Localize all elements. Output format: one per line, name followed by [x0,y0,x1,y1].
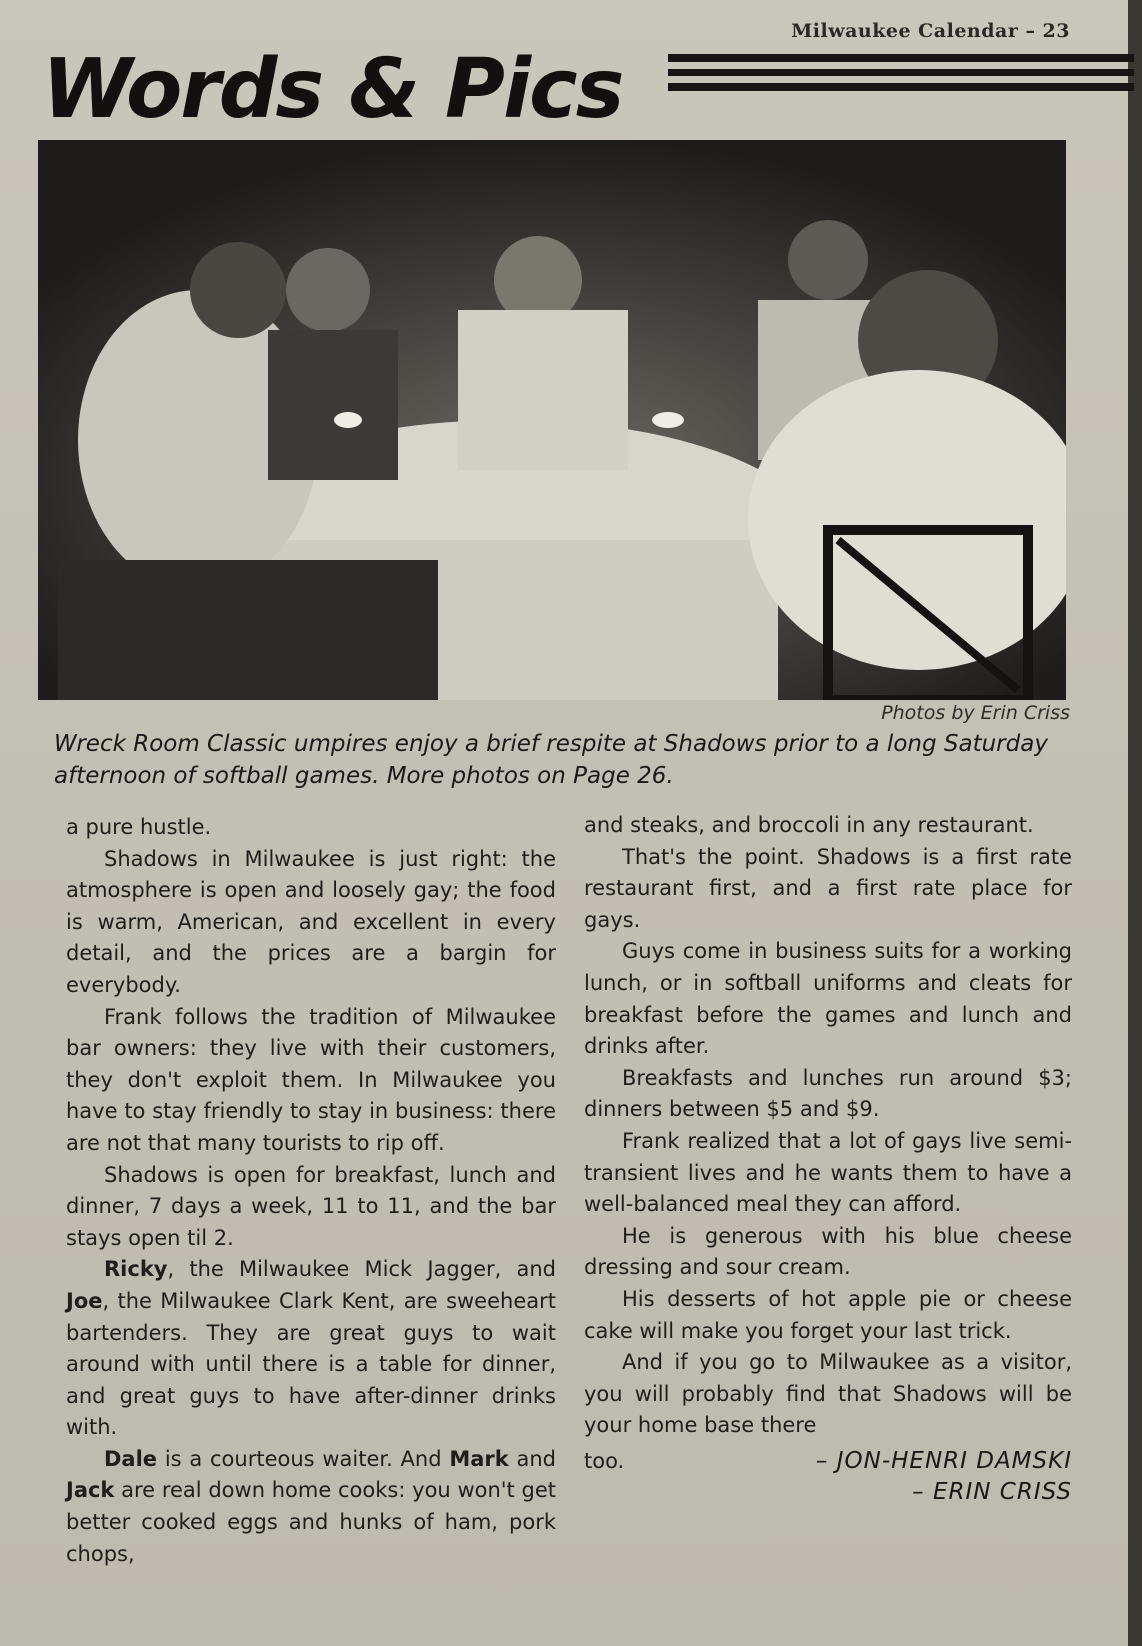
paragraph: Breakfasts and lunches run around $3; dinners between $5 and $9. [584,1065,1072,1122]
paragraph: And if you go to Milwaukee as a visitor, you will probably find that Shadows will be your home base there [584,1350,1072,1438]
name-ricky: Ricky [104,1257,168,1282]
rule-line [668,83,1134,91]
paragraph-text: is a courteous waiter. And [157,1446,450,1471]
photo-icon [38,140,1066,700]
paragraph: Guys come in business suits for a working lunch, or in softball uniforms and cleats for breakfast before the games and lunch and drinks after. [584,939,1072,1059]
paragraph-text: , the Milwaukee Clark Kent, are sweeheart bartenders. They are great guys to wait around with until there is a table for dinner, and great guys to have after-dinner drinks with. [66,1288,556,1440]
photo [38,140,1066,700]
paragraph: Frank realized that a lot of gays live semi-transient lives and he wants them to have a well-balanced meal they can afford. [584,1128,1072,1217]
photo-credit: Photos by Erin Criss [881,702,1070,724]
paragraph: That's the point. Shadows is a first rate restaurant first, and a first rate place for gays. [584,844,1072,932]
paragraph [66,1444,556,1570]
paragraph: His desserts of hot apple pie or cheese cake will make you forget your last trick. [584,1286,1072,1343]
paragraph-text: , the Milwaukee Mick Jagger, and [167,1257,556,1282]
paragraph [66,1254,556,1444]
page-folio: Milwaukee Calendar – 23 [791,20,1070,42]
name-dale: Dale [104,1446,158,1471]
paragraph: Shadows is open for breakfast, lunch and dinner, 7 days a week, 11 to 11, and the bar stays open til 2. [66,1162,556,1250]
article-column-right [584,810,1072,1508]
byline-block [584,1446,1072,1508]
name-joe: Joe [66,1288,103,1313]
masthead-rules [668,54,1134,98]
page-edge [1128,0,1142,1646]
byline-author: – JON-HENRI DAMSKI [815,1447,1072,1474]
section-title: Words & Pics [42,42,623,137]
paragraph-end: too. [584,1448,625,1473]
paragraph-text: are real down home cooks: you won't get better cooked eggs and hunks of ham, pork chops, [66,1478,556,1566]
paragraph-text: and [508,1446,556,1471]
name-jack: Jack [66,1478,115,1503]
paragraph: a pure hustle. [66,815,212,839]
photo-caption: Wreck Room Classic umpires enjoy a brief respite at Shadows prior to a long Saturday afternoon of softball games. More photos on Page 26. [54,731,1048,789]
article-column-left [66,812,556,1570]
rule-line [668,69,1134,76]
name-mark: Mark [449,1446,509,1471]
paragraph: Frank follows the tradition of Milwaukee bar owners: they live with their customers, they don't exploit them. In Milwaukee you have to stay friendly to stay in business: there are not that many tourists to rip off. [66,1004,556,1155]
paragraph: and steaks, and broccoli in any restaurant. [584,813,1034,837]
paragraph: Shadows in Milwaukee is just right: the atmosphere is open and loosely gay; the food is warm, American, and excellent in every detail, and the prices are a bargin for everybody. [66,846,556,997]
paragraph: He is generous with his blue cheese dressing and sour cream. [584,1223,1072,1280]
rule-line [668,54,1134,62]
byline-photographer: – ERIN CRISS [912,1478,1072,1505]
